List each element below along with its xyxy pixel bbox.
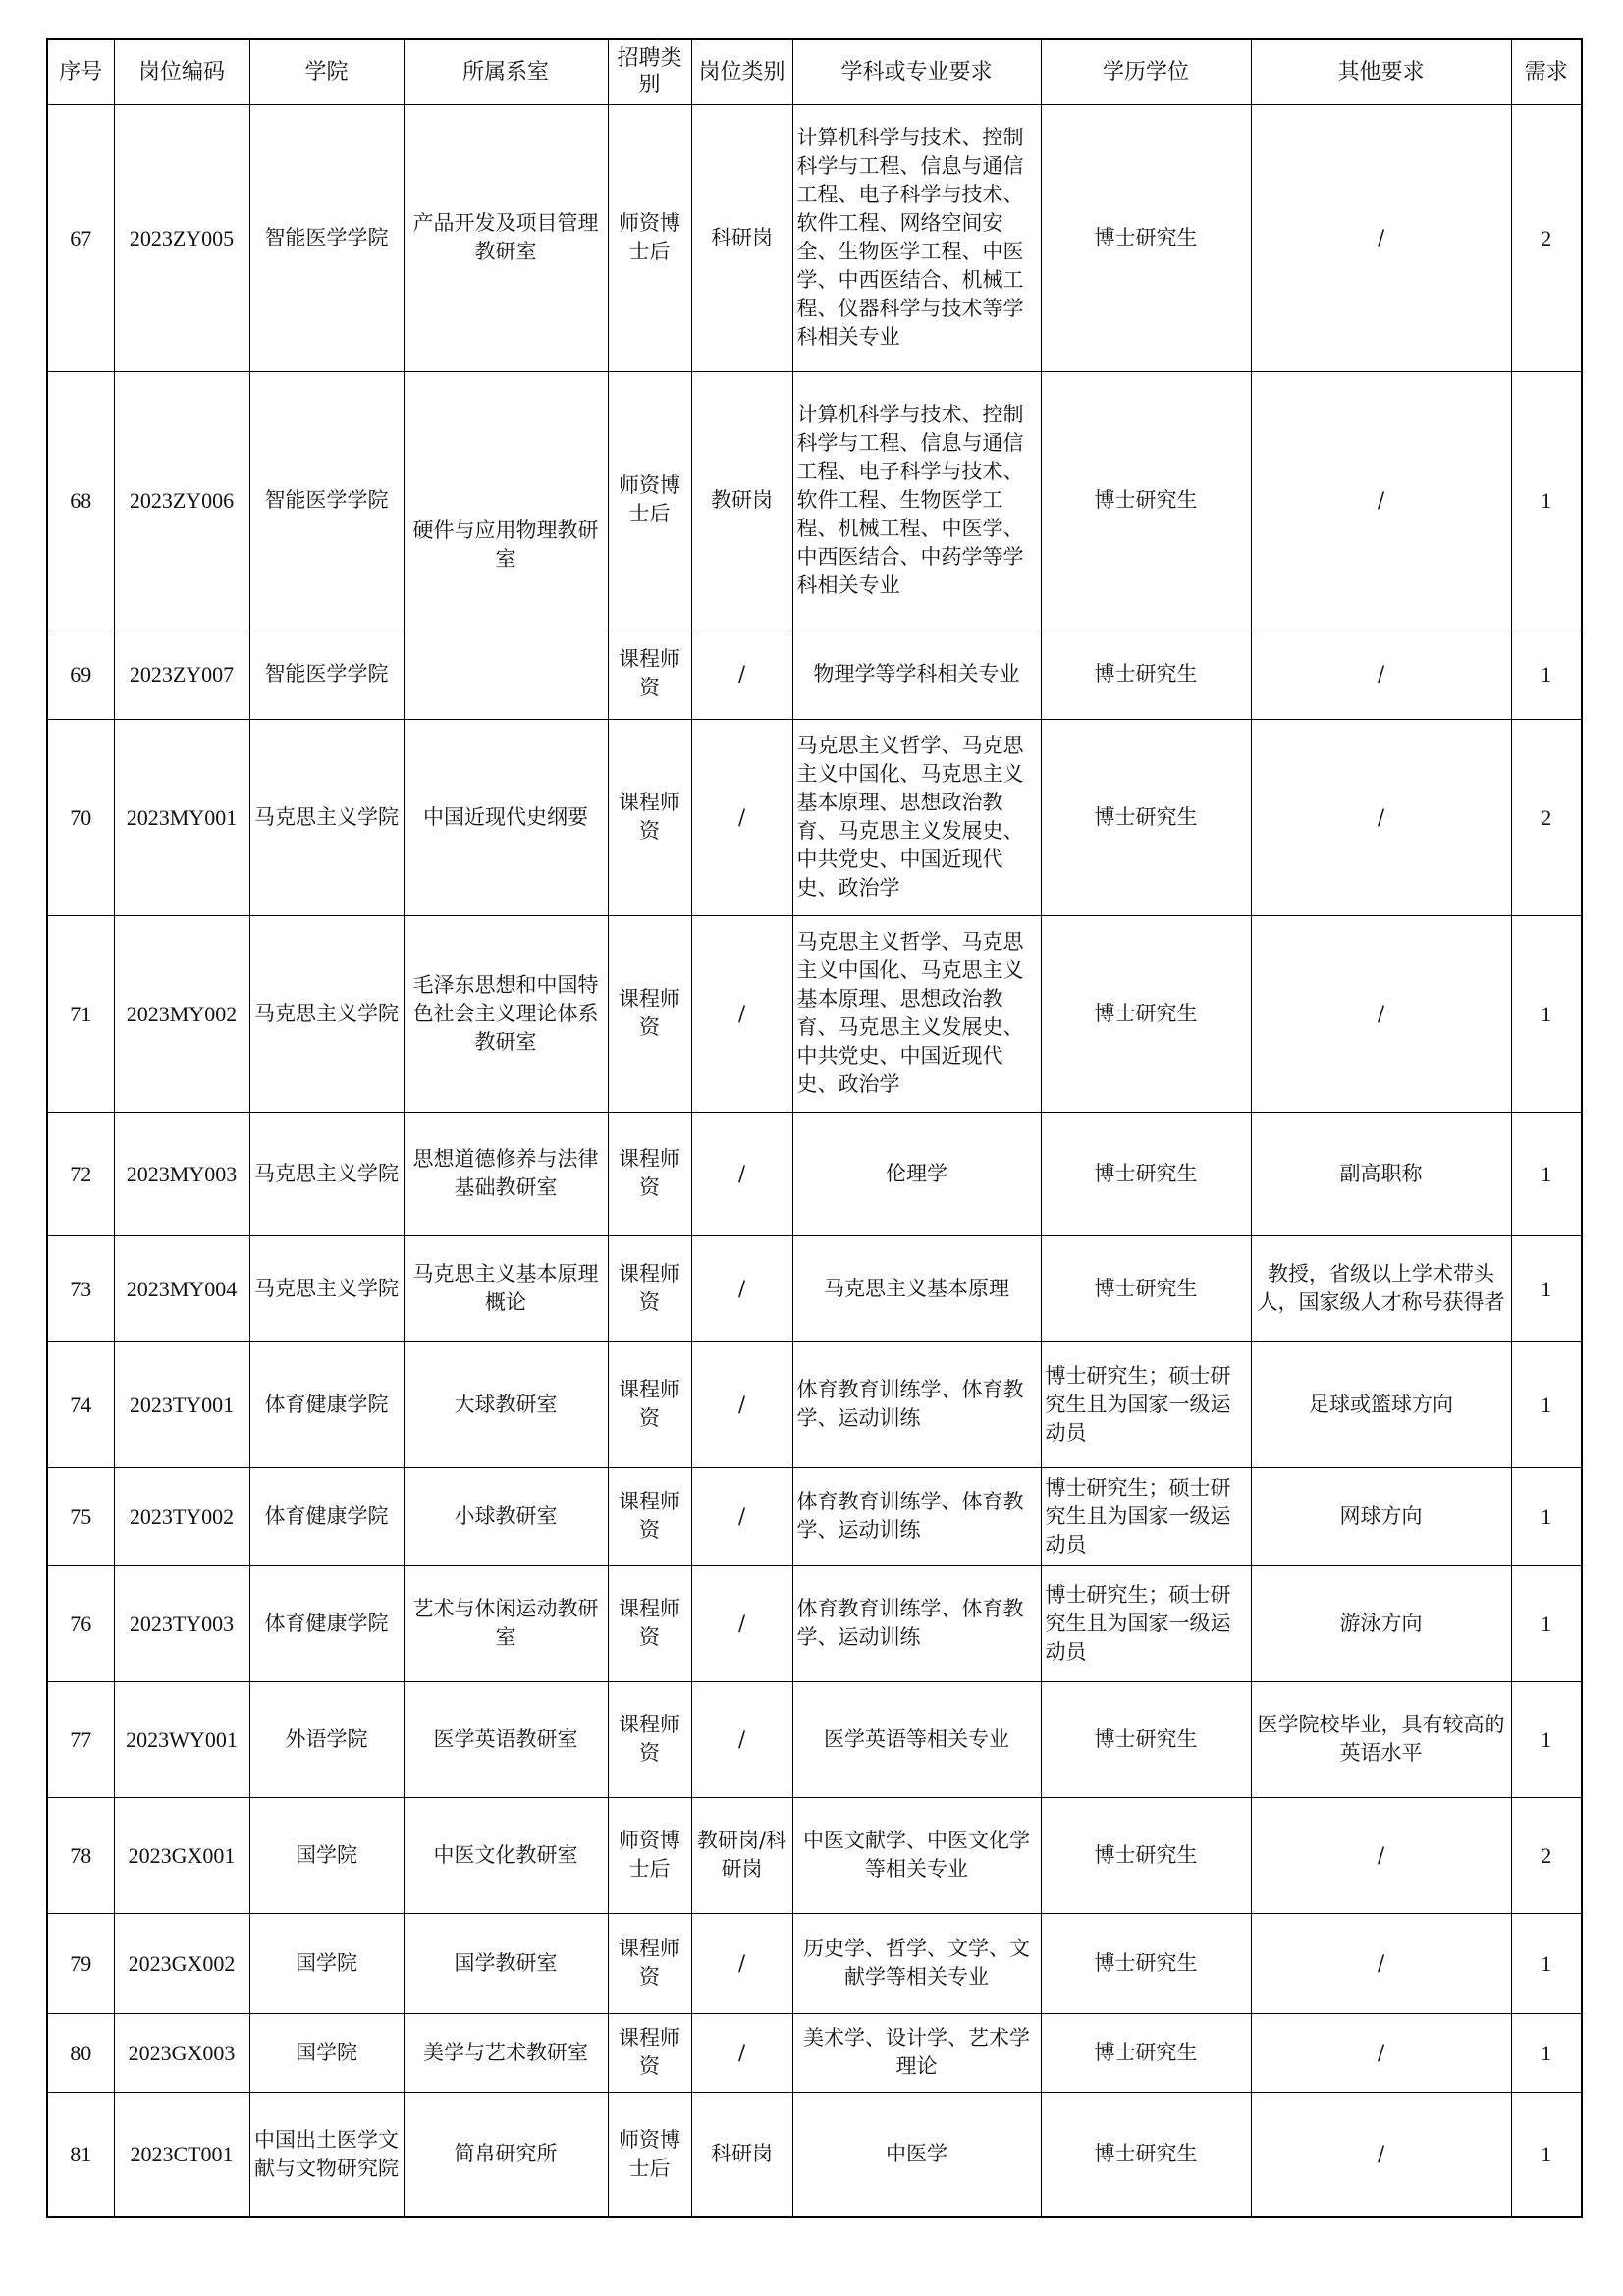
cell-dept: 产品开发及项目管理教研室	[404, 104, 608, 371]
cell-post-type: /	[691, 2013, 792, 2092]
table-row	[47, 2013, 1582, 2092]
cell-subject: 马克思主义哲学、马克思主义中国化、马克思主义基本原理、思想政治教育、马克思主义发展史、中共党史、中国近现代史、政治学	[792, 719, 1041, 915]
cell-post-type: /	[691, 629, 792, 719]
cell-no: 76	[47, 1565, 114, 1681]
cell-college: 马克思主义学院	[249, 719, 404, 915]
cell-education: 博士研究生	[1041, 915, 1251, 1112]
cell-subject: 中医文献学、中医文化学等相关专业	[792, 1797, 1041, 1913]
cell-dept: 小球教研室	[404, 1467, 608, 1565]
cell-no: 77	[47, 1681, 114, 1797]
cell-dept: 美学与艺术教研室	[404, 2013, 608, 2092]
cell-other: 医学院校毕业，具有较高的英语水平	[1251, 1681, 1511, 1797]
cell-no: 80	[47, 2013, 114, 2092]
cell-subject: 马克思主义哲学、马克思主义中国化、马克思主义基本原理、思想政治教育、马克思主义发展史、中共党史、中国近现代史、政治学	[792, 915, 1041, 1112]
table-row	[47, 1797, 1582, 1913]
cell-recruit-type: 课程师资	[608, 2013, 691, 2092]
cell-subject: 体育教育训练学、体育教学、运动训练	[792, 1565, 1041, 1681]
cell-college: 智能医学学院	[249, 104, 404, 371]
cell-code: 2023MY003	[114, 1112, 249, 1235]
table-row	[47, 719, 1582, 915]
cell-education: 博士研究生	[1041, 1235, 1251, 1341]
table-header-row	[47, 39, 1582, 104]
cell-code: 2023GX003	[114, 2013, 249, 2092]
cell-recruit-type: 师资博士后	[608, 2092, 691, 2217]
cell-recruit-type: 课程师资	[608, 1681, 691, 1797]
cell-code: 2023TY002	[114, 1467, 249, 1565]
table-row	[47, 1112, 1582, 1235]
cell-education: 博士研究生	[1041, 2092, 1251, 2217]
cell-code: 2023ZY007	[114, 629, 249, 719]
header-dept: 所属系室	[404, 39, 608, 104]
cell-college: 国学院	[249, 1913, 404, 2013]
cell-need: 2	[1511, 1797, 1582, 1913]
cell-code: 2023TY003	[114, 1565, 249, 1681]
cell-need: 1	[1511, 1341, 1582, 1467]
table-row	[47, 371, 1582, 629]
cell-other: /	[1251, 1797, 1511, 1913]
cell-other: /	[1251, 2092, 1511, 2217]
table-row	[47, 1565, 1582, 1681]
cell-subject: 美术学、设计学、艺术学理论	[792, 2013, 1041, 2092]
cell-subject: 伦理学	[792, 1112, 1041, 1235]
cell-no: 67	[47, 104, 114, 371]
cell-recruit-type: 师资博士后	[608, 104, 691, 371]
table-row	[47, 915, 1582, 1112]
cell-code: 2023TY001	[114, 1341, 249, 1467]
header-education: 学历学位	[1041, 39, 1251, 104]
cell-dept: 医学英语教研室	[404, 1681, 608, 1797]
cell-dept: 简帛研究所	[404, 2092, 608, 2217]
cell-education: 博士研究生	[1041, 719, 1251, 915]
cell-code: 2023ZY006	[114, 371, 249, 629]
cell-no: 68	[47, 371, 114, 629]
cell-no: 81	[47, 2092, 114, 2217]
cell-code: 2023CT001	[114, 2092, 249, 2217]
table-row	[47, 1235, 1582, 1341]
table-row	[47, 2092, 1582, 2217]
cell-education: 博士研究生	[1041, 629, 1251, 719]
cell-code: 2023MY001	[114, 719, 249, 915]
cell-need: 2	[1511, 104, 1582, 371]
cell-no: 74	[47, 1341, 114, 1467]
cell-no: 78	[47, 1797, 114, 1913]
table-row	[47, 1913, 1582, 2013]
cell-recruit-type: 师资博士后	[608, 1797, 691, 1913]
cell-recruit-type: 课程师资	[608, 1235, 691, 1341]
cell-college: 马克思主义学院	[249, 915, 404, 1112]
cell-other: /	[1251, 1913, 1511, 2013]
cell-subject: 物理学等学科相关专业	[792, 629, 1041, 719]
cell-education: 博士研究生	[1041, 1681, 1251, 1797]
cell-need: 1	[1511, 1467, 1582, 1565]
cell-need: 1	[1511, 1565, 1582, 1681]
cell-no: 69	[47, 629, 114, 719]
cell-need: 1	[1511, 1681, 1582, 1797]
table-row	[47, 1467, 1582, 1565]
cell-other: /	[1251, 719, 1511, 915]
cell-subject: 体育教育训练学、体育教学、运动训练	[792, 1341, 1041, 1467]
cell-dept: 大球教研室	[404, 1341, 608, 1467]
header-college: 学院	[249, 39, 404, 104]
cell-other: 足球或篮球方向	[1251, 1341, 1511, 1467]
header-post-type: 岗位类别	[691, 39, 792, 104]
cell-subject: 体育教育训练学、体育教学、运动训练	[792, 1467, 1041, 1565]
cell-college: 外语学院	[249, 1681, 404, 1797]
cell-recruit-type: 课程师资	[608, 719, 691, 915]
cell-need: 2	[1511, 719, 1582, 915]
cell-college: 马克思主义学院	[249, 1235, 404, 1341]
cell-education: 博士研究生；硕士研究生且为国家一级运动员	[1041, 1341, 1251, 1467]
header-no: 序号	[47, 39, 114, 104]
header-need: 需求	[1511, 39, 1582, 104]
cell-post-type: /	[691, 1341, 792, 1467]
cell-recruit-type: 课程师资	[608, 1467, 691, 1565]
cell-college: 智能医学学院	[249, 629, 404, 719]
cell-college: 智能医学学院	[249, 371, 404, 629]
table-row	[47, 629, 1582, 719]
recruitment-table	[46, 38, 1583, 2218]
cell-no: 75	[47, 1467, 114, 1565]
table-row	[47, 1681, 1582, 1797]
cell-post-type: 科研岗	[691, 104, 792, 371]
cell-dept: 硬件与应用物理教研室	[404, 371, 608, 719]
cell-college: 体育健康学院	[249, 1467, 404, 1565]
table-row	[47, 104, 1582, 371]
cell-post-type: /	[691, 1467, 792, 1565]
cell-college: 马克思主义学院	[249, 1112, 404, 1235]
cell-other: /	[1251, 629, 1511, 719]
cell-post-type: /	[691, 719, 792, 915]
cell-dept: 毛泽东思想和中国特色社会主义理论体系教研室	[404, 915, 608, 1112]
cell-post-type: /	[691, 915, 792, 1112]
cell-code: 2023MY002	[114, 915, 249, 1112]
cell-education: 博士研究生	[1041, 1112, 1251, 1235]
cell-no: 71	[47, 915, 114, 1112]
cell-code: 2023GX001	[114, 1797, 249, 1913]
cell-no: 70	[47, 719, 114, 915]
cell-other: /	[1251, 104, 1511, 371]
cell-need: 1	[1511, 1913, 1582, 2013]
cell-code: 2023MY004	[114, 1235, 249, 1341]
cell-college: 中国出土医学文献与文物研究院	[249, 2092, 404, 2217]
cell-other: /	[1251, 2013, 1511, 2092]
cell-dept: 中医文化教研室	[404, 1797, 608, 1913]
cell-recruit-type: 课程师资	[608, 915, 691, 1112]
cell-other: 教授，省级以上学术带头人，国家级人才称号获得者	[1251, 1235, 1511, 1341]
cell-college: 国学院	[249, 2013, 404, 2092]
cell-college: 国学院	[249, 1797, 404, 1913]
cell-code: 2023WY001	[114, 1681, 249, 1797]
cell-need: 1	[1511, 1112, 1582, 1235]
cell-other: /	[1251, 371, 1511, 629]
cell-dept: 艺术与休闲运动教研室	[404, 1565, 608, 1681]
cell-subject: 马克思主义基本原理	[792, 1235, 1041, 1341]
cell-subject: 计算机科学与技术、控制科学与工程、信息与通信工程、电子科学与技术、软件工程、生物医学工程、机械工程、中医学、中西医结合、中药学等学科相关专业	[792, 371, 1041, 629]
cell-need: 1	[1511, 371, 1582, 629]
header-subject: 学科或专业要求	[792, 39, 1041, 104]
cell-education: 博士研究生；硕士研究生且为国家一级运动员	[1041, 1467, 1251, 1565]
cell-recruit-type: 课程师资	[608, 1112, 691, 1235]
cell-dept: 思想道德修养与法律基础教研室	[404, 1112, 608, 1235]
header-other: 其他要求	[1251, 39, 1511, 104]
cell-dept: 中国近现代史纲要	[404, 719, 608, 915]
cell-other: 网球方向	[1251, 1467, 1511, 1565]
cell-education: 博士研究生	[1041, 1913, 1251, 2013]
cell-code: 2023GX002	[114, 1913, 249, 2013]
cell-need: 1	[1511, 629, 1582, 719]
header-recruit-type: 招聘类别	[608, 39, 691, 104]
cell-recruit-type: 师资博士后	[608, 371, 691, 629]
cell-other: 副高职称	[1251, 1112, 1511, 1235]
cell-need: 1	[1511, 2013, 1582, 2092]
cell-subject: 历史学、哲学、文学、文献学等相关专业	[792, 1913, 1041, 2013]
cell-subject: 医学英语等相关专业	[792, 1681, 1041, 1797]
cell-no: 73	[47, 1235, 114, 1341]
cell-other: 游泳方向	[1251, 1565, 1511, 1681]
cell-recruit-type: 课程师资	[608, 1565, 691, 1681]
cell-need: 1	[1511, 2092, 1582, 2217]
cell-education: 博士研究生	[1041, 104, 1251, 371]
cell-dept: 国学教研室	[404, 1913, 608, 2013]
cell-subject: 计算机科学与技术、控制科学与工程、信息与通信工程、电子科学与技术、软件工程、网络空间安全、生物医学工程、中医学、中西医结合、机械工程、仪器科学与技术等学科相关专业	[792, 104, 1041, 371]
cell-recruit-type: 课程师资	[608, 1341, 691, 1467]
table-row	[47, 1341, 1582, 1467]
cell-education: 博士研究生	[1041, 371, 1251, 629]
cell-no: 79	[47, 1913, 114, 2013]
cell-other: /	[1251, 915, 1511, 1112]
cell-post-type: /	[691, 1112, 792, 1235]
cell-college: 体育健康学院	[249, 1565, 404, 1681]
cell-need: 1	[1511, 915, 1582, 1112]
cell-post-type: 科研岗	[691, 2092, 792, 2217]
cell-dept: 马克思主义基本原理概论	[404, 1235, 608, 1341]
cell-post-type: /	[691, 1565, 792, 1681]
cell-no: 72	[47, 1112, 114, 1235]
cell-education: 博士研究生；硕士研究生且为国家一级运动员	[1041, 1565, 1251, 1681]
cell-post-type: 教研岗	[691, 371, 792, 629]
cell-college: 体育健康学院	[249, 1341, 404, 1467]
cell-subject: 中医学	[792, 2092, 1041, 2217]
cell-post-type: /	[691, 1913, 792, 2013]
cell-post-type: 教研岗/科研岗	[691, 1797, 792, 1913]
cell-code: 2023ZY005	[114, 104, 249, 371]
cell-post-type: /	[691, 1235, 792, 1341]
cell-post-type: /	[691, 1681, 792, 1797]
cell-recruit-type: 课程师资	[608, 629, 691, 719]
cell-recruit-type: 课程师资	[608, 1913, 691, 2013]
cell-education: 博士研究生	[1041, 1797, 1251, 1913]
cell-need: 1	[1511, 1235, 1582, 1341]
header-code: 岗位编码	[114, 39, 249, 104]
cell-education: 博士研究生	[1041, 2013, 1251, 2092]
